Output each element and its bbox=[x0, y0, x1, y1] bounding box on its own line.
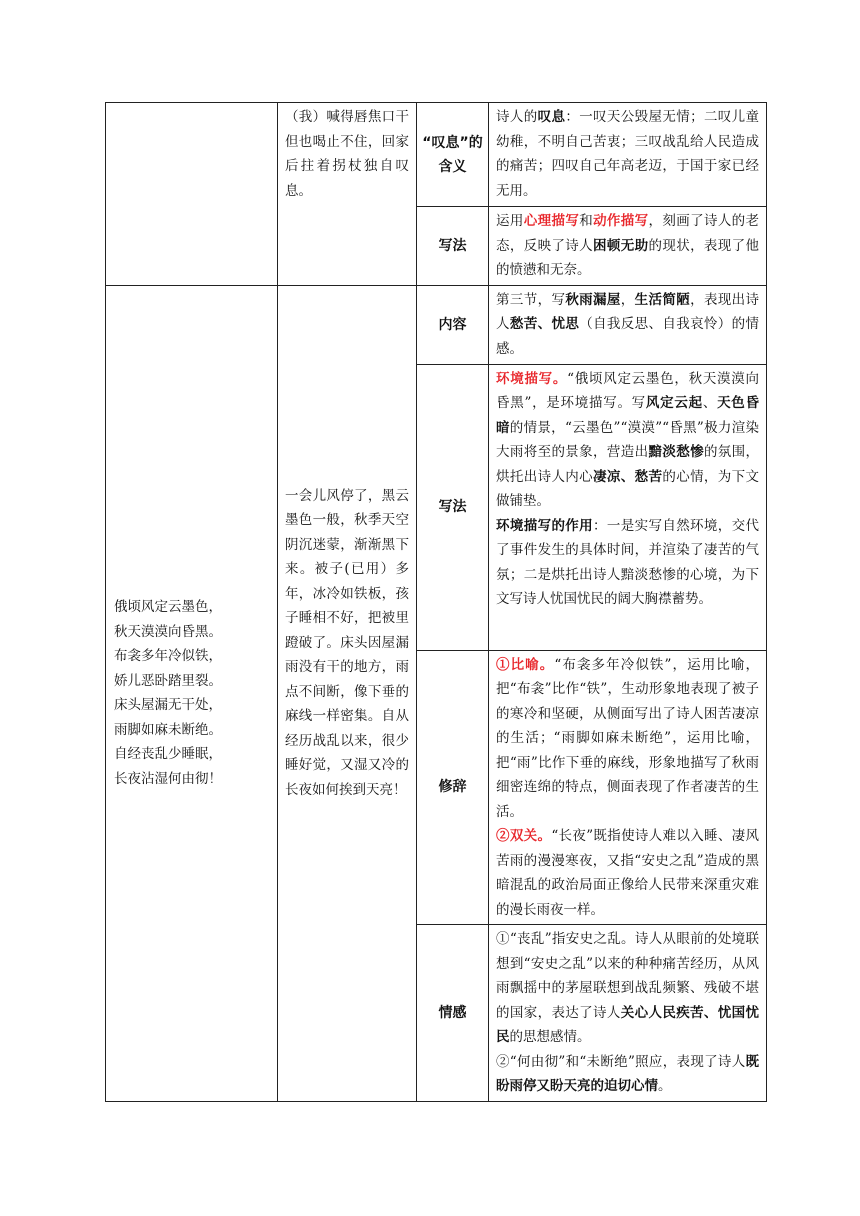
poem-line: 长夜沾湿何由彻！ bbox=[114, 770, 222, 787]
poem-line: 俄顷风定云墨色， bbox=[114, 599, 222, 615]
label-sigh-meaning bbox=[417, 103, 489, 207]
label-rhetoric: 修辞 bbox=[417, 650, 489, 925]
translation-text: 一会儿风停了，黑云墨色一般，秋季天空阴沉迷蒙，渐渐黑下来。被子(已用）多年，冰冷如铁板，孩子睡相不好，把被里蹬破了。床头因屋漏雨没有干的地方，雨点不间断，像下垂的麻线一样密集。自从经历战乱以来，很少睡好觉，又湿又冷的长夜如何挨到天亮！ bbox=[285, 487, 409, 798]
emotion-text: ①“丧乱”指安史之乱。诗人从眼前的处境联想到“安史之乱”以来的种种痛苦经历，从风雨飘摇中的茅屋联想到战乱频繁、残破不堪的国家，表达了诗人关心人民疾苦、忧国忧民的思想感情。 ②“何由彻”和“未断绝”照应，表现了诗人既盼雨停又盼天亮的迫切心情。 bbox=[496, 931, 759, 1094]
label-writing-method-2: 写法 bbox=[417, 364, 489, 650]
rhetoric-text: ①比喻。“布衾多年冷似铁”，运用比喻，把“布衾”比作“铁”，生动形象地表现了被子的寒冷和坚硬，从侧面写出了诗人困苦凄凉的生活；“雨脚如麻未断绝”，运用比喻，把“雨”比作下垂的麻线，形象地描写了秋雨细密连绵的特点，侧面表现了作者凄苦的生活。 ②双关。“长夜”既指使诗人难以入睡、凄风苦雨的漫漫寒夜，又指“安史之乱”造成的黑暗混乱的政治局面正像给人民带来深重灾难的漫长雨夜一样。 bbox=[496, 656, 760, 918]
poem-analysis-table bbox=[105, 102, 767, 1102]
poem-cell bbox=[106, 285, 278, 1101]
poem-cell-empty bbox=[106, 103, 278, 286]
poem-text bbox=[106, 595, 277, 791]
table-row bbox=[106, 285, 767, 364]
poem-line: 雨脚如麻未断绝。 bbox=[114, 721, 222, 738]
label-writing-method-1: 写法 bbox=[417, 207, 489, 286]
content-cell bbox=[489, 285, 767, 364]
poem-line: 床头屋漏无干处， bbox=[114, 697, 222, 713]
sigh-meaning-text: 诗人的叹息：一叹天公毁屋无情；二叹儿童幼稚，不明自己苦衷；三叹战乱给人民造成的痛苦；四叹自己年高老迈，于国于家已经无用。 bbox=[496, 109, 760, 199]
translation-cell bbox=[278, 103, 417, 286]
rhetoric-cell bbox=[489, 650, 767, 925]
label-sigh-meaning-text: “叹息”的含义 bbox=[422, 134, 483, 175]
content-text: 第三节，写秋雨漏屋，生活简陋，表现出诗人愁苦、忧思（自我反思、自我哀怜）的情感。 bbox=[496, 291, 760, 357]
writing-method-1-text: 运用心理描写和动作描写，刻画了诗人的老态，反映了诗人困顿无助的现状，表现了他的愤懑和无奈。 bbox=[496, 213, 760, 278]
translation-text: （我）喊得唇焦口干但也喝止不住，回家后拄着拐杖独自叹息。 bbox=[285, 109, 409, 199]
poem-line: 自经丧乱少睡眠， bbox=[114, 746, 222, 762]
poem-line: 布衾多年冷似铁， bbox=[114, 648, 222, 664]
emotion-cell bbox=[489, 925, 767, 1102]
translation-cell bbox=[278, 285, 417, 1101]
poem-line: 娇儿恶卧踏里裂。 bbox=[114, 672, 222, 689]
writing-method-1-cell bbox=[489, 207, 767, 286]
sigh-meaning-cell bbox=[489, 103, 767, 207]
writing-method-2-text: 环境描写。“俄顷风定云墨色，秋天漠漠向昏黑”，是环境描写。写风定云起、天色昏暗的情景，“云墨色”“漠漠”“昏黑”极力渲染大雨将至的景象，营造出黯淡愁惨的氛围，烘托出诗人内心凄凉、愁苦的心情，为下文做铺垫。 环境描写的作用：一是实写自然环境，交代了事件发生的具体时间，并渲染了凄苦的气氛；二是烘托出诗人黯淡愁惨的心境，为下文写诗人忧国忧民的阔大胸襟蓄势。 bbox=[496, 370, 760, 607]
label-emotion: 情感 bbox=[417, 925, 489, 1102]
label-content: 内容 bbox=[417, 285, 489, 364]
table-row bbox=[106, 103, 767, 207]
writing-method-2-cell bbox=[489, 364, 767, 650]
poem-line: 秋天漠漠向昏黑。 bbox=[114, 623, 222, 640]
